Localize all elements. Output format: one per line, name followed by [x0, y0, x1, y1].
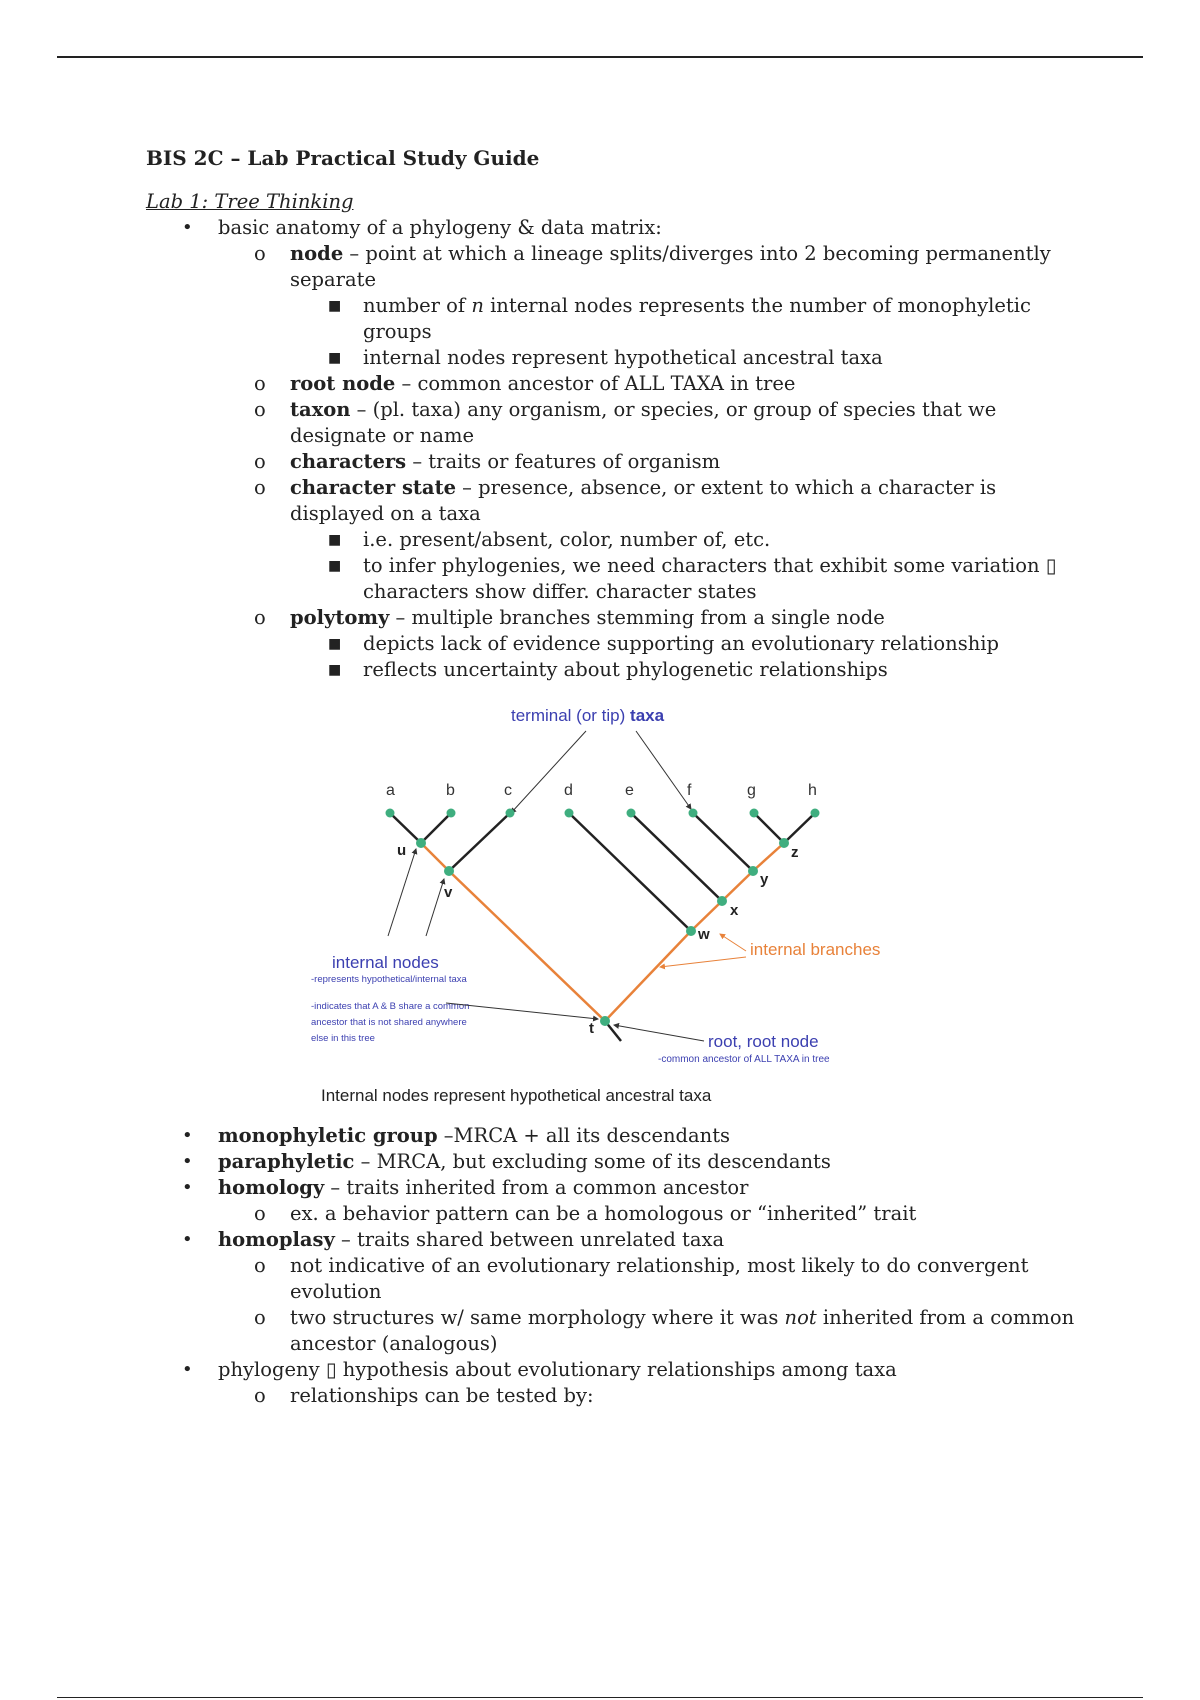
list-item: o node – point at which a lineage splits/diverges into 2 becoming permanently separate — [254, 242, 1051, 291]
internal-nodes-label: internal nodes — [332, 953, 439, 972]
circle-bullet-icon: o — [254, 1202, 266, 1225]
tip-node-c — [506, 809, 515, 818]
node-w — [686, 926, 696, 936]
tip-node-f — [689, 809, 698, 818]
list-item: o root node – common ancestor of ALL TAXA in tree — [254, 372, 796, 395]
list-item: • homology – traits inherited from a common ancestor — [182, 1176, 749, 1199]
page-title: BIS 2C – Lab Practical Study Guide — [146, 146, 540, 170]
bullet-icon: • — [182, 217, 193, 238]
list-item: • paraphyletic – MRCA, but excluding some of its descendants — [182, 1150, 831, 1173]
list-item: o characters – traits or features of organism — [254, 450, 721, 473]
internal-nodes-note: -represents hypothetical/internal taxa — [311, 974, 467, 985]
terminal-taxa-label: terminal (or tip) taxa — [511, 706, 665, 725]
node-label-w: w — [698, 926, 710, 943]
tip-node-e — [627, 809, 636, 818]
list-item: o relationships can be tested by: — [254, 1384, 594, 1407]
square-bullet-icon: ■ — [328, 636, 342, 652]
node-t — [600, 1016, 610, 1026]
branch-b — [421, 813, 451, 843]
list-item: • phylogeny ▯ hypothesis about evolutionary relationships among taxa — [182, 1358, 897, 1381]
list-item: ■ to infer phylogenies, we need characters that exhibit some variation ▯ characters show differ. character states — [328, 554, 1057, 603]
node-label-u: u — [397, 842, 407, 859]
list-item: • homoplasy – traits shared between unrelated taxa — [182, 1228, 725, 1251]
tip-node-b — [447, 809, 456, 818]
branch-g — [754, 813, 784, 843]
ab-note-line-1: -indicates that A & B share a common — [311, 1001, 470, 1012]
node-label-y: y — [760, 871, 769, 888]
bullet-icon: • — [182, 1151, 193, 1172]
circle-bullet-icon: o — [254, 372, 266, 395]
bullet-icon: • — [182, 1359, 193, 1380]
branch-h — [784, 813, 815, 843]
terminal-arrow-left — [511, 731, 586, 813]
root-note: -common ancestor of ALL TAXA in tree — [658, 1054, 830, 1065]
root-arrow — [614, 1025, 704, 1041]
internal-branches-arrow-1 — [720, 934, 746, 951]
tip-node-g — [750, 809, 759, 818]
list-item: o taxon – (pl. taxa) any organism, or species, or group of species that we designate or name — [254, 398, 997, 447]
bullet-icon: • — [182, 1229, 193, 1250]
node-x — [717, 896, 727, 906]
list-item: o two structures w/ same morphology where it was not inherited from a common ancestor (analogous) — [254, 1306, 1075, 1355]
tip-label-g: g — [747, 782, 756, 799]
circle-bullet-icon: o — [254, 242, 266, 265]
node-label-t: t — [589, 1020, 594, 1037]
bullet-icon: • — [182, 1177, 193, 1198]
root-label: root, root node — [708, 1032, 819, 1051]
list-item: ■ reflects uncertainty about phylogenetic relationships — [328, 658, 888, 681]
circle-bullet-icon: o — [254, 398, 266, 421]
tip-label-a: a — [386, 782, 395, 799]
list-item: o polytomy – multiple branches stemming from a single node — [254, 606, 885, 629]
circle-bullet-icon: o — [254, 606, 266, 629]
list-item: • monophyletic group –MRCA + all its descendants — [182, 1124, 731, 1147]
tip-label-d: d — [564, 782, 573, 799]
tip-label-c: c — [504, 782, 512, 799]
branch-f — [693, 813, 753, 871]
circle-bullet-icon: o — [254, 450, 266, 473]
phylogeny-figure — [146, 691, 1096, 1121]
ab-note-line-2: ancestor that is not shared anywhere — [311, 1017, 467, 1028]
internal-branch-v-t — [449, 871, 605, 1021]
list-item: ■ depicts lack of evidence supporting an evolutionary relationship — [328, 632, 999, 655]
square-bullet-icon: ■ — [328, 350, 342, 366]
internal-node-arrow-v — [426, 879, 444, 936]
internal-branch-t-w — [605, 931, 691, 1021]
list-item: • basic anatomy of a phylogeny & data matrix: — [182, 216, 662, 239]
ab-note-line-3: else in this tree — [311, 1033, 375, 1044]
bullet-icon: • — [182, 1125, 193, 1146]
internal-node-arrow-u — [388, 849, 416, 936]
branch-c — [449, 813, 510, 871]
square-bullet-icon: ■ — [328, 558, 342, 574]
tip-node-h — [811, 809, 820, 818]
tip-label-h: h — [808, 782, 817, 799]
internal-branches-arrow-2 — [660, 957, 746, 967]
tip-label-b: b — [446, 782, 455, 799]
node-u — [416, 838, 426, 848]
terminal-arrow-right — [636, 731, 691, 809]
list-item: o character state – presence, absence, or extent to which a character is displayed on a taxa — [254, 476, 997, 525]
section-heading: Lab 1: Tree Thinking — [146, 190, 354, 213]
internal-branches-label: internal branches — [750, 940, 881, 959]
square-bullet-icon: ■ — [328, 532, 342, 548]
circle-bullet-icon: o — [254, 1384, 266, 1407]
document-body — [146, 146, 1096, 1409]
node-y — [748, 866, 758, 876]
list-item: o not indicative of an evolutionary relationship, most likely to do convergent evolution — [254, 1254, 1029, 1303]
list-item: ■ i.e. present/absent, color, number of, etc. — [328, 528, 771, 551]
internal-branch-u-v — [421, 843, 449, 871]
internal-branch-x-y — [722, 871, 753, 901]
circle-bullet-icon: o — [254, 476, 266, 499]
circle-bullet-icon: o — [254, 1254, 266, 1277]
square-bullet-icon: ■ — [328, 662, 342, 678]
figure-caption: Internal nodes represent hypothetical ancestral taxa — [321, 1086, 712, 1105]
circle-bullet-icon: o — [254, 1306, 266, 1329]
top-rule — [57, 56, 1143, 58]
node-z — [779, 838, 789, 848]
bottom-rule — [57, 1697, 1143, 1698]
list-item: ■ internal nodes represent hypothetical ancestral taxa — [328, 346, 883, 369]
list-item: ■ number of n internal nodes represents the number of monophyletic groups — [328, 294, 1031, 343]
branch-d — [569, 813, 691, 931]
node-label-z: z — [791, 844, 799, 861]
square-bullet-icon: ■ — [328, 298, 342, 314]
node-v — [444, 866, 454, 876]
tip-label-e: e — [625, 782, 634, 799]
tip-node-a — [386, 809, 395, 818]
node-label-x: x — [730, 902, 739, 919]
tip-node-d — [565, 809, 574, 818]
internal-branch-y-z — [753, 843, 784, 871]
tip-label-f: f — [687, 782, 692, 799]
branch-a — [390, 813, 421, 843]
node-label-v: v — [444, 884, 453, 901]
list-item: o ex. a behavior pattern can be a homologous or “inherited” trait — [254, 1202, 917, 1225]
phylogeny-diagram — [146, 691, 1096, 1121]
